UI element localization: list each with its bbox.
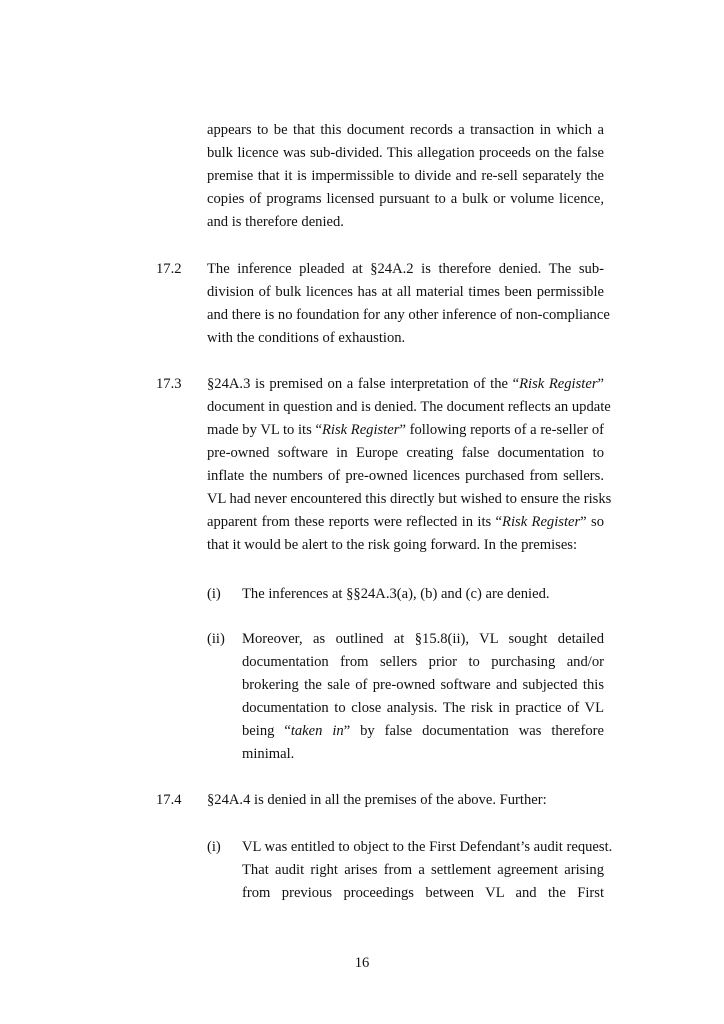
body-line: with the conditions of exhaustion. bbox=[207, 330, 406, 346]
subparagraph-number: (i) bbox=[207, 586, 221, 602]
body-line: minimal. bbox=[242, 746, 295, 762]
body-line: and is therefore denied. bbox=[207, 214, 344, 230]
body-line: from previous proceedings between VL and the First bbox=[242, 885, 604, 901]
body-line: document in question and is denied. The document reflects an update bbox=[207, 399, 611, 415]
subparagraph-number: (i) bbox=[207, 839, 221, 855]
italic-term: Risk Register bbox=[519, 376, 598, 392]
body-line: documentation from sellers prior to purchasing and/or bbox=[242, 654, 604, 670]
body-line: bulk licence was sub-divided. This allegation proceeds on the false bbox=[207, 145, 604, 161]
body-line: inflate the numbers of pre-owned licences purchased from sellers. bbox=[207, 468, 604, 484]
paragraph-number: 17.4 bbox=[156, 792, 182, 808]
body-line-with-italic: being “taken in” by false documentation was therefore bbox=[242, 723, 604, 739]
paragraph-number: 17.3 bbox=[156, 376, 182, 392]
body-line: that it would be alert to the risk going forward. In the premises: bbox=[207, 537, 578, 553]
body-line: Moreover, as outlined at §15.8(ii), VL sought detailed bbox=[242, 631, 604, 647]
body-line: premise that it is impermissible to divide and re-sell separately the bbox=[207, 168, 604, 184]
body-line-with-italic: made by VL to its “Risk Register” following reports of a re-seller of bbox=[207, 422, 604, 438]
italic-term: Risk Register bbox=[321, 422, 400, 438]
body-line: pre-owned software in Europe creating false documentation to bbox=[207, 445, 604, 461]
page-number: 16 bbox=[354, 955, 370, 971]
paragraph-number: 17.2 bbox=[156, 261, 182, 277]
body-line: That audit right arises from a settlement agreement arising bbox=[242, 862, 604, 878]
body-line: The inferences at §§24A.3(a), (b) and (c) are denied. bbox=[242, 586, 550, 602]
body-line: VL was entitled to object to the First Defendant’s audit request. bbox=[242, 839, 613, 855]
body-line: The inference pleaded at §24A.2 is therefore denied. The sub- bbox=[207, 261, 604, 277]
body-line: copies of programs licensed pursuant to a bulk or volume licence, bbox=[207, 191, 604, 207]
italic-term: taken in bbox=[290, 723, 344, 739]
italic-term: Risk Register bbox=[502, 514, 581, 530]
body-line: division of bulk licences has at all material times been permissible bbox=[207, 284, 604, 300]
body-line-with-italic: apparent from these reports were reflected in its “Risk Register” so bbox=[207, 514, 604, 530]
subparagraph-number: (ii) bbox=[207, 631, 225, 647]
body-line: and there is no foundation for any other inference of non-compliance bbox=[207, 307, 610, 323]
body-line: brokering the sale of pre-owned software and subjected this bbox=[242, 677, 604, 693]
body-line: VL had never encountered this directly but wished to ensure the risks bbox=[207, 491, 612, 507]
body-line: §24A.4 is denied in all the premises of the above. Further: bbox=[207, 792, 547, 808]
body-line-with-italic: §24A.3 is premised on a false interpretation of the “Risk Register” bbox=[207, 376, 604, 392]
body-line: appears to be that this document records a transaction in which a bbox=[207, 122, 604, 138]
body-line: documentation to close analysis. The risk in practice of VL bbox=[242, 700, 604, 716]
